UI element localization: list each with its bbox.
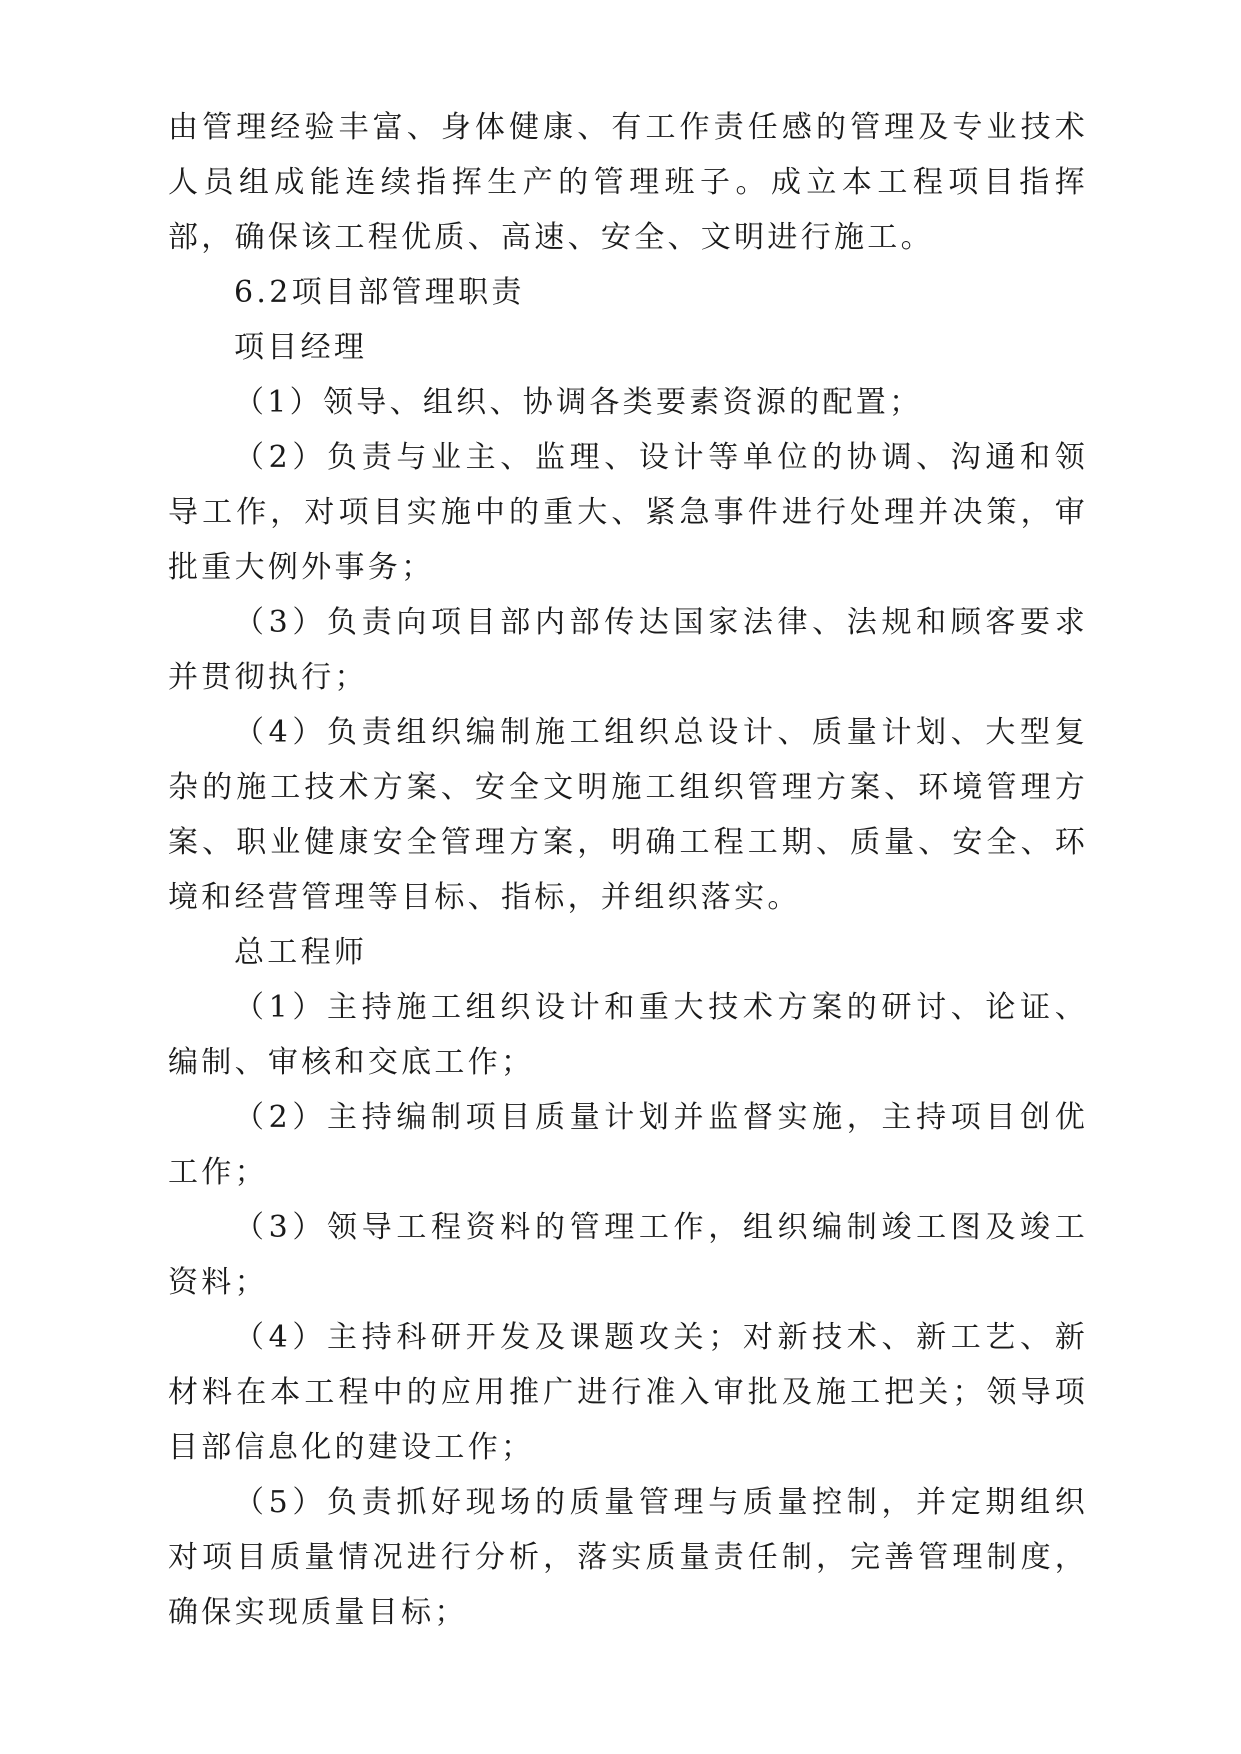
role-heading-chief-engineer: 总工程师 [234, 935, 368, 970]
duty-item: （1）主持施工组织设计和重大技术方案的研讨、论证、编制、审核和交底工作； [168, 990, 1088, 1080]
duty-item: （3）负责向项目部内部传达国家法律、法规和顾客要求并贯彻执行； [168, 605, 1088, 695]
duty-item: （4）负责组织编制施工组织总设计、质量计划、大型复杂的施工技术方案、安全文明施工组织管理方案、环境管理方案、职业健康安全管理方案，明确工程工期、质量、安全、环境和经营管理等目标、指标，并组织落实。 [168, 715, 1088, 915]
section-heading-6-2: 6.2项目部管理职责 [234, 275, 525, 310]
paragraph-intro: 由管理经验丰富、身体健康、有工作责任感的管理及专业技术人员组成能连续指挥生产的管理班子。成立本工程项目指挥部，确保该工程优质、高速、安全、文明进行施工。 [168, 110, 1088, 255]
duty-item: （1）领导、组织、协调各类要素资源的配置； [234, 385, 923, 420]
duty-item: （3）领导工程资料的管理工作，组织编制竣工图及竣工资料； [168, 1210, 1088, 1300]
document-body [168, 100, 1088, 1640]
role-heading-project-manager: 项目经理 [234, 330, 368, 365]
duty-item: （4）主持科研开发及课题攻关；对新技术、新工艺、新材料在本工程中的应用推广进行准入审批及施工把关；领导项目部信息化的建设工作； [168, 1320, 1088, 1465]
duty-item: （2）负责与业主、监理、设计等单位的协调、沟通和领导工作，对项目实施中的重大、紧急事件进行处理并决策，审批重大例外事务； [168, 440, 1088, 585]
duty-item: （2）主持编制项目质量计划并监督实施，主持项目创优工作； [168, 1100, 1088, 1190]
duty-item: （5）负责抓好现场的质量管理与质量控制，并定期组织对项目质量情况进行分析，落实质量责任制，完善管理制度，确保实现质量目标； [168, 1485, 1088, 1630]
